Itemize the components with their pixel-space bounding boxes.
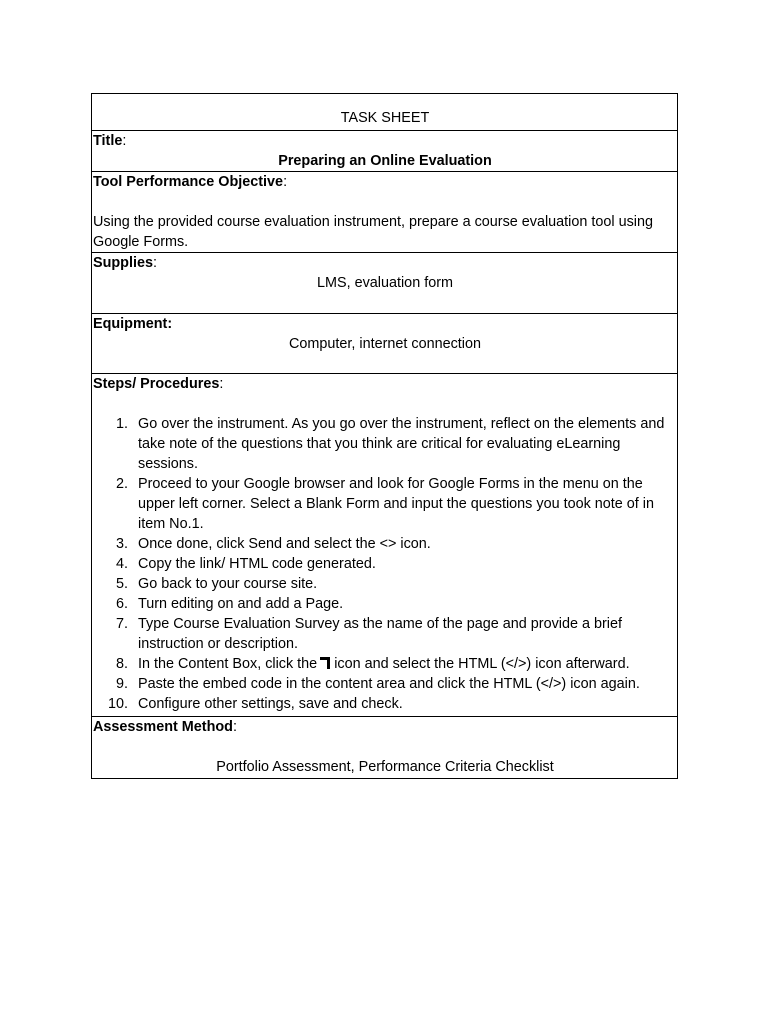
steps-list <box>93 414 677 714</box>
step-number: 2. <box>115 476 128 492</box>
objective-row: Tool Performance Objective: Using the provided course evaluation instrument, prepare a course evaluation tool using Google Forms. <box>92 172 677 253</box>
title-label: Title <box>93 133 123 149</box>
list-item <box>93 654 677 674</box>
list-item <box>93 414 677 474</box>
title-value: Preparing an Online Evaluation <box>278 153 492 169</box>
task-sheet-heading: TASK SHEET <box>340 110 430 126</box>
step-text: Turn editing on and add a Page. <box>138 596 344 612</box>
list-item <box>93 694 677 714</box>
step-text: Once done, click Send and select the <> icon. <box>138 536 431 552</box>
step-number: 6. <box>115 596 128 612</box>
step-number: 8. <box>115 656 128 672</box>
corner-toggle-icon <box>320 657 330 669</box>
list-item <box>93 674 677 694</box>
title-row: Title: Preparing an Online Evaluation <box>92 131 677 172</box>
list-item <box>93 614 677 654</box>
step-number: 4. <box>115 556 128 572</box>
step-number: 9. <box>115 676 128 692</box>
list-item <box>93 554 677 574</box>
step-number: 7. <box>115 616 128 632</box>
task-sheet-header-row <box>92 94 677 131</box>
step-text: Paste the embed code in the content area and click the HTML (</>) icon again. <box>138 676 640 692</box>
step-text: Copy the link/ HTML code generated. <box>138 556 376 572</box>
steps-row: Steps/ Procedures: 1. Go over the instrument. As you go over the instrument, reflect on the elements and take note of the questions that you think are critical for evaluating eLearning sessions. 2. Proceed to your Google browser and look for Google Forms in the menu on the upper left corner. Select a Blank Form and input the questions you took note of in item No.1. 3. Once done, click Send and select the <> icon. 4. Copy the link/ HTML code generated. 5. Go back to your course site. 6. Turn editing on and add a Page. 7. Type Course Evaluation Survey as the name of the page and provide a brief instruction or description. 8. In the Content Box, click the icon and select the HTML (</>) icon afterward. 9. Paste the embed code in the content area and click the HTML (</>) icon again. 10. Configure other settings, save and check. <box>92 374 677 717</box>
supplies-value: LMS, evaluation form <box>317 275 453 291</box>
list-item <box>93 534 677 554</box>
step-number: 5. <box>115 576 128 592</box>
step-text: Go back to your course site. <box>138 576 318 592</box>
list-item <box>93 474 677 534</box>
objective-label: Tool Performance Objective <box>93 174 284 190</box>
steps-label: Steps/ Procedures <box>93 376 220 392</box>
step-text-before: In the Content Box, click the <box>138 656 318 672</box>
assessment-row: Assessment Method: Portfolio Assessment, Performance Criteria Checklist <box>92 717 677 779</box>
step-text: Configure other settings, save and check. <box>138 696 403 712</box>
step-number: 10. <box>107 696 128 712</box>
step-text: Proceed to your Google browser and look for Google Forms in the menu on the upper left corner. Select a Blank Form and input the questions you took note of in item No.1. <box>138 476 654 532</box>
step-text: Go over the instrument. As you go over the instrument, reflect on the elements and take note of the questions that you think are critical for evaluating eLearning sessions. <box>138 416 665 472</box>
step-text-after: icon and select the HTML (</>) icon afterward. <box>334 656 630 672</box>
task-sheet-table <box>91 93 678 779</box>
equipment-value: Computer, internet connection <box>289 336 481 352</box>
step-number: 1. <box>115 416 128 432</box>
assessment-label: Assessment Method <box>93 719 233 735</box>
list-item <box>93 574 677 594</box>
objective-text: Using the provided course evaluation instrument, prepare a course evaluation tool using Google Forms. <box>93 214 653 250</box>
supplies-row: Supplies: LMS, evaluation form <box>92 253 677 314</box>
equipment-row <box>92 314 677 374</box>
supplies-label: Supplies <box>93 255 153 271</box>
list-item <box>93 594 677 614</box>
step-text: Type Course Evaluation Survey as the name of the page and provide a brief instruction or description. <box>138 616 622 652</box>
equipment-label: Equipment: <box>93 316 173 332</box>
assessment-value: Portfolio Assessment, Performance Criteria Checklist <box>216 759 554 775</box>
step-number: 3. <box>115 536 128 552</box>
